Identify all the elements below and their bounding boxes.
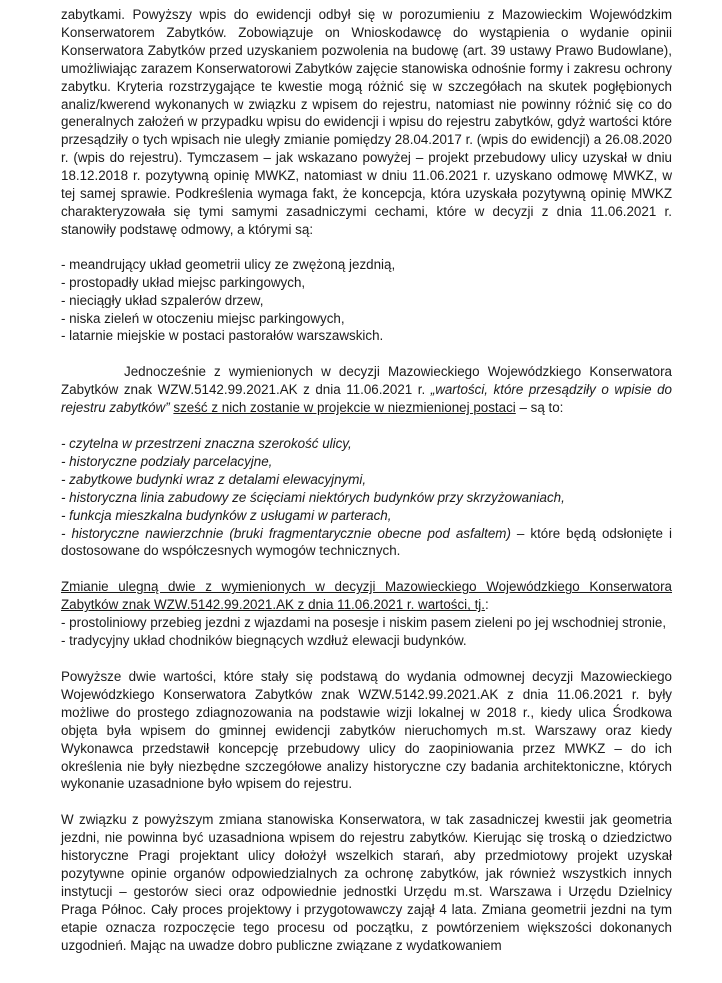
underlined-span: Zmianie ulegną dwie z wymienionych w decyzji Mazowieckiego Wojewódzkiego Konserwatora Zabytków znak WZW.5142.99.2021.AK z dnia 11.06.2021 r. wartości, tj. — [61, 579, 672, 613]
list-item: - tradycyjny układ chodników biegnących wzdłuż elewacji budynków. — [61, 633, 467, 649]
spacer — [61, 239, 672, 256]
list-item: - czytelna w przestrzeni znaczna szerokość ulicy, — [61, 436, 352, 452]
spacer — [61, 793, 672, 811]
quote-span: „wartości, które przesądziły o wpisie do rejestru zabytków” — [61, 382, 672, 416]
list-item: - historyczna linia zabudowy ze ścięciami niektórych budynków przy skrzyżowaniach, — [61, 489, 565, 505]
underlined-span: sześć z nich zostanie w projekcie w niezmienionej postaci — [173, 400, 516, 416]
text-span: – które będą odsłonięte i dostosowane do współczesnych wymogów technicznych. — [61, 525, 672, 559]
list-item: - historyczne podziały parcelacyjne, — [61, 453, 273, 469]
spacer — [61, 560, 672, 578]
paragraph-diagnosis: Powyższe dwie wartości, które stały się podstawą do wydania odmownej decyzji Mazowieckiego Wojewódzkiego Konserwatora Zabytków znak WZW.5142.99.2021.AK z dnia 11.06.2021 r. były możliwe do prostego zdiagnozowania na podstawie wizji lokalnej w 2018 r., kiedy ulica Środkowa objęta była wpisem do gminnej ewidencji zabytków nieruchomych m.st. Warszawy oraz kiedy Wykonawca przedstawił koncepcję przebudowy ulicy do zaopiniowania przez MWKZ – do ich określenia nie były niezbędne szczegółowe analizy historyczne czy badania architektoniczne, których wykonanie uzasadnione było wpisem do rejestru. — [61, 669, 672, 792]
paragraph-conclusion: W związku z powyższym zmiana stanowiska Konserwatora, w tak zasadniczej kwestii jak geometria jezdni, nie powinna być uzasadniona wpisem do rejestru zabytków. Kierując się troską o dziedzictwo historyczne Pragi projektant ulicy dołożył wszelkich starań, aby przedmiotowy projekt uzyskał pozytywne opinie organów odpowiedzialnych za ochronę zabytków, jak również wszystkich innych instytucji – gestorów sieci oraz odpowiednie jednostki Urzędu m.st. Warszawa i Urzędu Dzielnicy Praga Północ. Cały proces projektowy i przygotowawczy zajął 4 lata. Zmiana geometrii jezdni na tym etapie oznacza rozpoczęcie tego procesu od początku, z powtórzeniem większości dokonanych uzgodnień. Mając na uwadze dobro publiczne związane z wydatkowaniem — [61, 812, 672, 953]
list-item: - prostoliniowy przebieg jezdni z wjazdami na posesje i niskim pasem zieleni po jej wschodniej stronie, — [61, 615, 667, 631]
spacer — [61, 650, 672, 668]
list-item: - prostopadły układ miejsc parkingowych, — [61, 274, 306, 290]
list-preserved-values — [61, 435, 672, 525]
list-item-last — [61, 525, 672, 561]
list-changed-values — [61, 614, 672, 650]
text-span: – są to: — [515, 400, 564, 416]
list-item: - niska zieleń w otoczeniu miejsc parkingowych, — [61, 310, 345, 326]
text-span: Jednocześnie z wymienionych w decyzji Mazowieckiego Wojewódzkiego Konserwatora Zabytków znak WZW.5142.99.2021.AK z dnia 11.06.2021 r. — [61, 364, 672, 398]
paragraph-consultation: zabytkami. Powyższy wpis do ewidencji odbył się w porozumieniu z Mazowieckim Wojewódzkim Konserwatorem Zabytków. Zobowiązuje on Wnioskodawcę do wystąpienia o wydanie opinii Konserwatora Zabytków przed uzyskaniem pozwolenia na budowę (art. 39 ustawy Prawo Budowlane), umożliwiając zarazem Konserwatorowi Zabytków zajęcie stanowiska odnośnie formy i zakresu ochrony zabytku. Kryteria rozstrzygające te kwestie mogą różnić się w szczegółach na skutek pogłębionych analiz/kwerend wykonanych w związku z wpisem do rejestru, natomiast nie powinny różnić się co do generalnych założeń w przypadku wpisu do ewidencji i wpisu do rejestru zabytków, gdyż wartości które przesądziły o tych wpisach nie uległy zmianie pomiędzy 28.04.2017 r. (wpis do ewidencji) a 26.08.2020 r. (wpis do rejestru). Tymczasem – jak wskazano powyżej – projekt przebudowy ulicy uzyskał w dniu 18.12.2018 r. pozytywną opinię MWKZ, natomiast w dniu 11.06.2021 r. uzyskano odmowę MWKZ, w tej samej sprawie. Podkreślenia wymaga fakt, że koncepcja, która uzyskała pozytywną opinię MWKZ charakteryzowała się tymi samymi zasadniczymi cechami, które w decyzji z dnia 11.06.2021 r. stanowiły podstawę odmowy, a którymi są: — [61, 7, 672, 237]
list-item: - nieciągły układ szpalerów drzew, — [61, 292, 264, 308]
spacer — [61, 345, 672, 363]
spacer — [61, 417, 672, 435]
italic-span: - historyczne nawierzchnie (bruki fragmentarycznie obecne pod asfaltem) — [61, 525, 511, 541]
paragraph-preserved-values — [61, 363, 672, 417]
list-item: - funkcja mieszkalna budynków z usługami w parterach, — [61, 507, 392, 523]
list-item: - zabytkowe budynki wraz z detalami elewacyjnymi, — [61, 471, 367, 487]
list-item: - meandrujący układ geometrii ulicy ze zwężoną jezdnią, — [61, 256, 396, 272]
text-span: : — [485, 597, 489, 613]
list-design-features — [61, 256, 672, 346]
paragraph-changed-values — [61, 578, 672, 614]
list-item: - latarnie miejskie w postaci pastorałów warszawskich. — [61, 328, 384, 344]
